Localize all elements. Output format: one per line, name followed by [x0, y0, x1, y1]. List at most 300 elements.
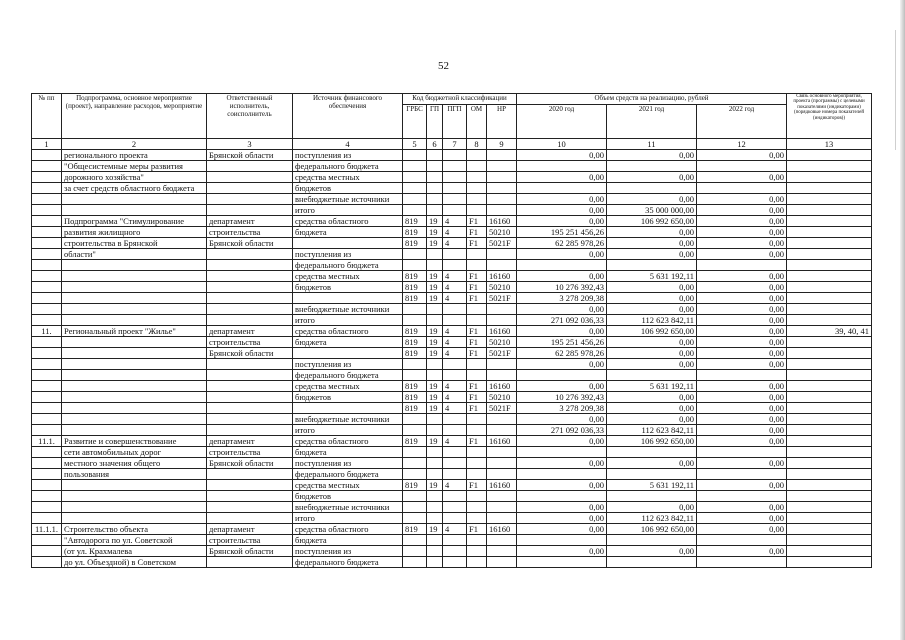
subprogram-cell: [62, 480, 207, 491]
subprogram-cell: сети автомобильных дорог: [62, 447, 207, 458]
amount-2021-cell: 0,00: [607, 337, 697, 348]
np-cell: [487, 172, 517, 183]
subprogram-cell: "Автодорога по ул. Советской: [62, 535, 207, 546]
amount-2022-cell: [697, 535, 787, 546]
om-cell: F1: [467, 293, 487, 304]
amount-2020-cell: [517, 535, 607, 546]
amount-2021-cell: 0,00: [607, 293, 697, 304]
om-cell: F1: [467, 337, 487, 348]
executor-cell: [207, 403, 293, 414]
pgp-cell: 4: [443, 216, 467, 227]
table-row: [32, 557, 872, 568]
funding-source-cell: итого: [293, 513, 403, 524]
pgp-cell: [443, 304, 467, 315]
table-row: [32, 271, 872, 282]
table-row: [32, 238, 872, 249]
gp-cell: 19: [427, 216, 443, 227]
amount-2022-cell: 0,00: [697, 304, 787, 315]
table-row: [32, 524, 872, 535]
column-number: 12: [697, 139, 787, 150]
executor-cell: [207, 271, 293, 282]
amount-2020-cell: 3 278 209,38: [517, 403, 607, 414]
indicator-link-cell: [787, 271, 872, 282]
item-number-cell: [32, 491, 62, 502]
item-number-cell: [32, 194, 62, 205]
amount-2022-cell: 0,00: [697, 381, 787, 392]
column-number: 13: [787, 139, 872, 150]
pgp-cell: 4: [443, 227, 467, 238]
np-cell: 16160: [487, 436, 517, 447]
om-cell: [467, 425, 487, 436]
gp-cell: [427, 304, 443, 315]
gp-cell: [427, 172, 443, 183]
amount-2021-cell: 0,00: [607, 150, 697, 161]
amount-2022-cell: 0,00: [697, 425, 787, 436]
subprogram-cell: [62, 359, 207, 370]
om-cell: F1: [467, 238, 487, 249]
indicator-link-cell: [787, 370, 872, 381]
item-number-cell: [32, 414, 62, 425]
executor-cell: [207, 359, 293, 370]
subprogram-cell: Региональный проект "Жилье": [62, 326, 207, 337]
amount-2022-cell: [697, 161, 787, 172]
gp-cell: [427, 535, 443, 546]
om-cell: [467, 260, 487, 271]
table-row: [32, 447, 872, 458]
table-row: [32, 458, 872, 469]
np-cell: 16160: [487, 480, 517, 491]
np-cell: [487, 194, 517, 205]
np-cell: 5021F: [487, 348, 517, 359]
amount-2020-cell: 10 276 392,43: [517, 392, 607, 403]
subprogram-cell: развития жилищного: [62, 227, 207, 238]
table-row: [32, 392, 872, 403]
scan-edge-line: [895, 30, 896, 150]
executor-cell: [207, 249, 293, 260]
grbs-cell: [403, 315, 427, 326]
om-cell: F1: [467, 227, 487, 238]
amount-2020-cell: [517, 183, 607, 194]
executor-cell: [207, 183, 293, 194]
grbs-cell: [403, 194, 427, 205]
amount-2022-cell: 0,00: [697, 480, 787, 491]
subprogram-cell: Подпрограмма "Стимулирование: [62, 216, 207, 227]
pgp-cell: 4: [443, 436, 467, 447]
grbs-cell: [403, 469, 427, 480]
item-number-cell: [32, 469, 62, 480]
amount-2020-cell: 10 276 392,43: [517, 282, 607, 293]
pgp-cell: [443, 150, 467, 161]
indicator-link-cell: [787, 557, 872, 568]
subprogram-cell: пользования: [62, 469, 207, 480]
amount-2022-cell: 0,00: [697, 337, 787, 348]
column-numbers-row: [32, 139, 872, 150]
funding-source-cell: поступления из: [293, 359, 403, 370]
item-number-cell: [32, 359, 62, 370]
amount-2021-cell: 0,00: [607, 359, 697, 370]
om-cell: [467, 205, 487, 216]
grbs-cell: 819: [403, 271, 427, 282]
item-number-cell: [32, 513, 62, 524]
table-row: [32, 403, 872, 414]
column-number: 10: [517, 139, 607, 150]
grbs-cell: [403, 249, 427, 260]
executor-cell: [207, 414, 293, 425]
gp-cell: [427, 469, 443, 480]
executor-cell: строительства: [207, 227, 293, 238]
header-indicator-link: Связь основного мероприятия, проекта (программы) с целевыми показателями (индикаторами) (порядковые номера показателей (индикаторов)): [787, 94, 872, 139]
amount-2021-cell: 0,00: [607, 392, 697, 403]
table-row: [32, 425, 872, 436]
table-row: [32, 304, 872, 315]
pgp-cell: [443, 502, 467, 513]
item-number-cell: [32, 304, 62, 315]
executor-cell: департамент: [207, 216, 293, 227]
item-number-cell: [32, 282, 62, 293]
amount-2022-cell: [697, 491, 787, 502]
gp-cell: [427, 249, 443, 260]
gp-cell: [427, 546, 443, 557]
grbs-cell: 819: [403, 282, 427, 293]
amount-2022-cell: 0,00: [697, 249, 787, 260]
pgp-cell: 4: [443, 337, 467, 348]
table-row: [32, 535, 872, 546]
amount-2021-cell: [607, 161, 697, 172]
table-row: [32, 315, 872, 326]
gp-cell: [427, 194, 443, 205]
indicator-link-cell: [787, 282, 872, 293]
pgp-cell: 4: [443, 293, 467, 304]
executor-cell: [207, 194, 293, 205]
amount-2022-cell: 0,00: [697, 227, 787, 238]
header-budget-classification: Код бюджетной классификации: [403, 94, 517, 105]
np-cell: [487, 260, 517, 271]
om-cell: F1: [467, 480, 487, 491]
funding-source-cell: [293, 403, 403, 414]
header-funding-source: Источник финансового обеспечения: [293, 94, 403, 139]
pgp-cell: [443, 447, 467, 458]
pgp-cell: [443, 425, 467, 436]
np-cell: 16160: [487, 326, 517, 337]
np-cell: [487, 249, 517, 260]
gp-cell: 19: [427, 403, 443, 414]
subprogram-cell: [62, 271, 207, 282]
column-number: 1: [32, 139, 62, 150]
subprogram-cell: регионального проекта: [62, 150, 207, 161]
pgp-cell: [443, 491, 467, 502]
amount-2020-cell: 0,00: [517, 172, 607, 183]
funding-source-cell: федерального бюджета: [293, 469, 403, 480]
funding-source-cell: федерального бюджета: [293, 260, 403, 271]
amount-2021-cell: 0,00: [607, 249, 697, 260]
funding-source-cell: бюджетов: [293, 183, 403, 194]
funding-source-cell: [293, 348, 403, 359]
indicator-link-cell: [787, 205, 872, 216]
indicator-link-cell: [787, 469, 872, 480]
funding-source-cell: средства областного: [293, 326, 403, 337]
amount-2022-cell: [697, 447, 787, 458]
funding-source-cell: федерального бюджета: [293, 370, 403, 381]
amount-2022-cell: [697, 260, 787, 271]
amount-2022-cell: [697, 370, 787, 381]
funding-source-cell: поступления из: [293, 546, 403, 557]
executor-cell: строительства: [207, 535, 293, 546]
grbs-cell: 819: [403, 436, 427, 447]
pgp-cell: 4: [443, 238, 467, 249]
table-row: [32, 161, 872, 172]
amount-2020-cell: [517, 491, 607, 502]
funding-source-cell: итого: [293, 205, 403, 216]
om-cell: [467, 249, 487, 260]
item-number-cell: [32, 557, 62, 568]
amount-2022-cell: 0,00: [697, 546, 787, 557]
om-cell: [467, 194, 487, 205]
amount-2022-cell: 0,00: [697, 436, 787, 447]
amount-2022-cell: [697, 183, 787, 194]
gp-cell: [427, 447, 443, 458]
funding-source-cell: поступления из: [293, 150, 403, 161]
amount-2021-cell: [607, 557, 697, 568]
amount-2022-cell: 0,00: [697, 282, 787, 293]
column-number: 6: [427, 139, 443, 150]
om-cell: [467, 546, 487, 557]
amount-2020-cell: 0,00: [517, 414, 607, 425]
amount-2021-cell: [607, 469, 697, 480]
grbs-cell: [403, 370, 427, 381]
table-row: [32, 502, 872, 513]
amount-2021-cell: [607, 535, 697, 546]
pgp-cell: [443, 172, 467, 183]
subprogram-cell: [62, 282, 207, 293]
pgp-cell: [443, 315, 467, 326]
amount-2020-cell: [517, 447, 607, 458]
amount-2021-cell: 0,00: [607, 458, 697, 469]
item-number-cell: [32, 381, 62, 392]
item-number-cell: 11.: [32, 326, 62, 337]
indicator-link-cell: [787, 502, 872, 513]
indicator-link-cell: [787, 348, 872, 359]
funding-source-cell: бюджетов: [293, 282, 403, 293]
funding-source-cell: внебюджетные источники: [293, 414, 403, 425]
amount-2021-cell: 112 623 842,11: [607, 315, 697, 326]
table-row: [32, 370, 872, 381]
grbs-cell: [403, 205, 427, 216]
np-cell: [487, 557, 517, 568]
grbs-cell: [403, 172, 427, 183]
np-cell: [487, 447, 517, 458]
column-number: 2: [62, 139, 207, 150]
executor-cell: Брянской области: [207, 458, 293, 469]
om-cell: [467, 458, 487, 469]
pgp-cell: [443, 546, 467, 557]
header-funding-volume: Объем средств на реализацию, рублей: [517, 94, 787, 105]
subprogram-cell: [62, 260, 207, 271]
executor-cell: строительства: [207, 447, 293, 458]
grbs-cell: [403, 183, 427, 194]
item-number-cell: [32, 337, 62, 348]
gp-cell: 19: [427, 480, 443, 491]
indicator-link-cell: [787, 458, 872, 469]
amount-2022-cell: 0,00: [697, 293, 787, 304]
amount-2020-cell: 195 251 456,26: [517, 227, 607, 238]
amount-2020-cell: [517, 370, 607, 381]
header-gp: ГП: [427, 105, 443, 139]
executor-cell: [207, 293, 293, 304]
grbs-cell: 819: [403, 238, 427, 249]
item-number-cell: [32, 425, 62, 436]
om-cell: [467, 172, 487, 183]
gp-cell: [427, 315, 443, 326]
funding-source-cell: средства областного: [293, 216, 403, 227]
subprogram-cell: [62, 425, 207, 436]
grbs-cell: [403, 304, 427, 315]
subprogram-cell: за счет средств областного бюджета: [62, 183, 207, 194]
amount-2020-cell: 0,00: [517, 524, 607, 535]
column-number: 3: [207, 139, 293, 150]
np-cell: 50210: [487, 337, 517, 348]
item-number-cell: [32, 392, 62, 403]
amount-2022-cell: [697, 469, 787, 480]
item-number-cell: [32, 227, 62, 238]
pgp-cell: [443, 370, 467, 381]
item-number-cell: [32, 216, 62, 227]
np-cell: [487, 425, 517, 436]
funding-source-cell: [293, 293, 403, 304]
amount-2022-cell: 0,00: [697, 392, 787, 403]
gp-cell: 19: [427, 436, 443, 447]
amount-2020-cell: 0,00: [517, 150, 607, 161]
amount-2022-cell: 0,00: [697, 315, 787, 326]
pgp-cell: [443, 183, 467, 194]
gp-cell: 19: [427, 337, 443, 348]
table-row: [32, 205, 872, 216]
om-cell: [467, 447, 487, 458]
grbs-cell: [403, 359, 427, 370]
item-number-cell: [32, 150, 62, 161]
funding-source-cell: внебюджетные источники: [293, 502, 403, 513]
table-row: [32, 491, 872, 502]
funding-source-cell: бюджета: [293, 447, 403, 458]
executor-cell: [207, 392, 293, 403]
om-cell: F1: [467, 348, 487, 359]
gp-cell: [427, 513, 443, 524]
indicator-link-cell: [787, 524, 872, 535]
amount-2020-cell: [517, 260, 607, 271]
subprogram-cell: [62, 194, 207, 205]
amount-2020-cell: 0,00: [517, 359, 607, 370]
pgp-cell: [443, 535, 467, 546]
pgp-cell: [443, 513, 467, 524]
funding-source-cell: внебюджетные источники: [293, 194, 403, 205]
subprogram-cell: [62, 491, 207, 502]
amount-2021-cell: 106 992 650,00: [607, 216, 697, 227]
executor-cell: [207, 282, 293, 293]
executor-cell: [207, 480, 293, 491]
indicator-link-cell: [787, 161, 872, 172]
amount-2022-cell: [697, 557, 787, 568]
header-om: ОМ: [467, 105, 487, 139]
table-row: [32, 436, 872, 447]
indicator-link-cell: [787, 150, 872, 161]
table-row: [32, 414, 872, 425]
np-cell: [487, 502, 517, 513]
page-number: 52: [438, 60, 449, 72]
om-cell: [467, 370, 487, 381]
grbs-cell: 819: [403, 216, 427, 227]
gp-cell: 19: [427, 227, 443, 238]
amount-2020-cell: 0,00: [517, 271, 607, 282]
amount-2022-cell: 0,00: [697, 194, 787, 205]
table-row: [32, 359, 872, 370]
funding-source-cell: поступления из: [293, 249, 403, 260]
item-number-cell: [32, 183, 62, 194]
np-cell: [487, 414, 517, 425]
om-cell: F1: [467, 392, 487, 403]
indicator-link-cell: [787, 546, 872, 557]
funding-source-cell: итого: [293, 425, 403, 436]
amount-2020-cell: 0,00: [517, 458, 607, 469]
subprogram-cell: [62, 293, 207, 304]
grbs-cell: 819: [403, 227, 427, 238]
gp-cell: [427, 425, 443, 436]
gp-cell: 19: [427, 293, 443, 304]
amount-2021-cell: [607, 447, 697, 458]
table-row: [32, 282, 872, 293]
grbs-cell: [403, 414, 427, 425]
header-grbs: ГРБС: [403, 105, 427, 139]
subprogram-cell: [62, 348, 207, 359]
item-number-cell: [32, 535, 62, 546]
item-number-cell: [32, 205, 62, 216]
executor-cell: [207, 205, 293, 216]
om-cell: [467, 315, 487, 326]
funding-source-cell: внебюджетные источники: [293, 304, 403, 315]
grbs-cell: [403, 546, 427, 557]
item-number-cell: [32, 480, 62, 491]
np-cell: [487, 183, 517, 194]
amount-2020-cell: 0,00: [517, 326, 607, 337]
pgp-cell: [443, 249, 467, 260]
item-number-cell: [32, 315, 62, 326]
amount-2020-cell: 0,00: [517, 304, 607, 315]
amount-2020-cell: 62 285 978,26: [517, 348, 607, 359]
np-cell: 50210: [487, 227, 517, 238]
amount-2021-cell: [607, 183, 697, 194]
funding-source-cell: средства областного: [293, 436, 403, 447]
gp-cell: [427, 370, 443, 381]
amount-2020-cell: [517, 557, 607, 568]
executor-cell: департамент: [207, 326, 293, 337]
amount-2021-cell: 0,00: [607, 502, 697, 513]
np-cell: [487, 546, 517, 557]
indicator-link-cell: [787, 403, 872, 414]
amount-2021-cell: 0,00: [607, 282, 697, 293]
subprogram-cell: дорожного хозяйства": [62, 172, 207, 183]
grbs-cell: [403, 458, 427, 469]
amount-2021-cell: 106 992 650,00: [607, 326, 697, 337]
amount-2021-cell: 0,00: [607, 227, 697, 238]
indicator-link-cell: [787, 315, 872, 326]
item-number-cell: [32, 260, 62, 271]
subprogram-cell: до ул. Объездной) в Советском: [62, 557, 207, 568]
funding-source-cell: средства местных: [293, 271, 403, 282]
table-row: [32, 172, 872, 183]
item-number-cell: [32, 447, 62, 458]
grbs-cell: 819: [403, 326, 427, 337]
gp-cell: 19: [427, 381, 443, 392]
gp-cell: 19: [427, 238, 443, 249]
om-cell: F1: [467, 381, 487, 392]
